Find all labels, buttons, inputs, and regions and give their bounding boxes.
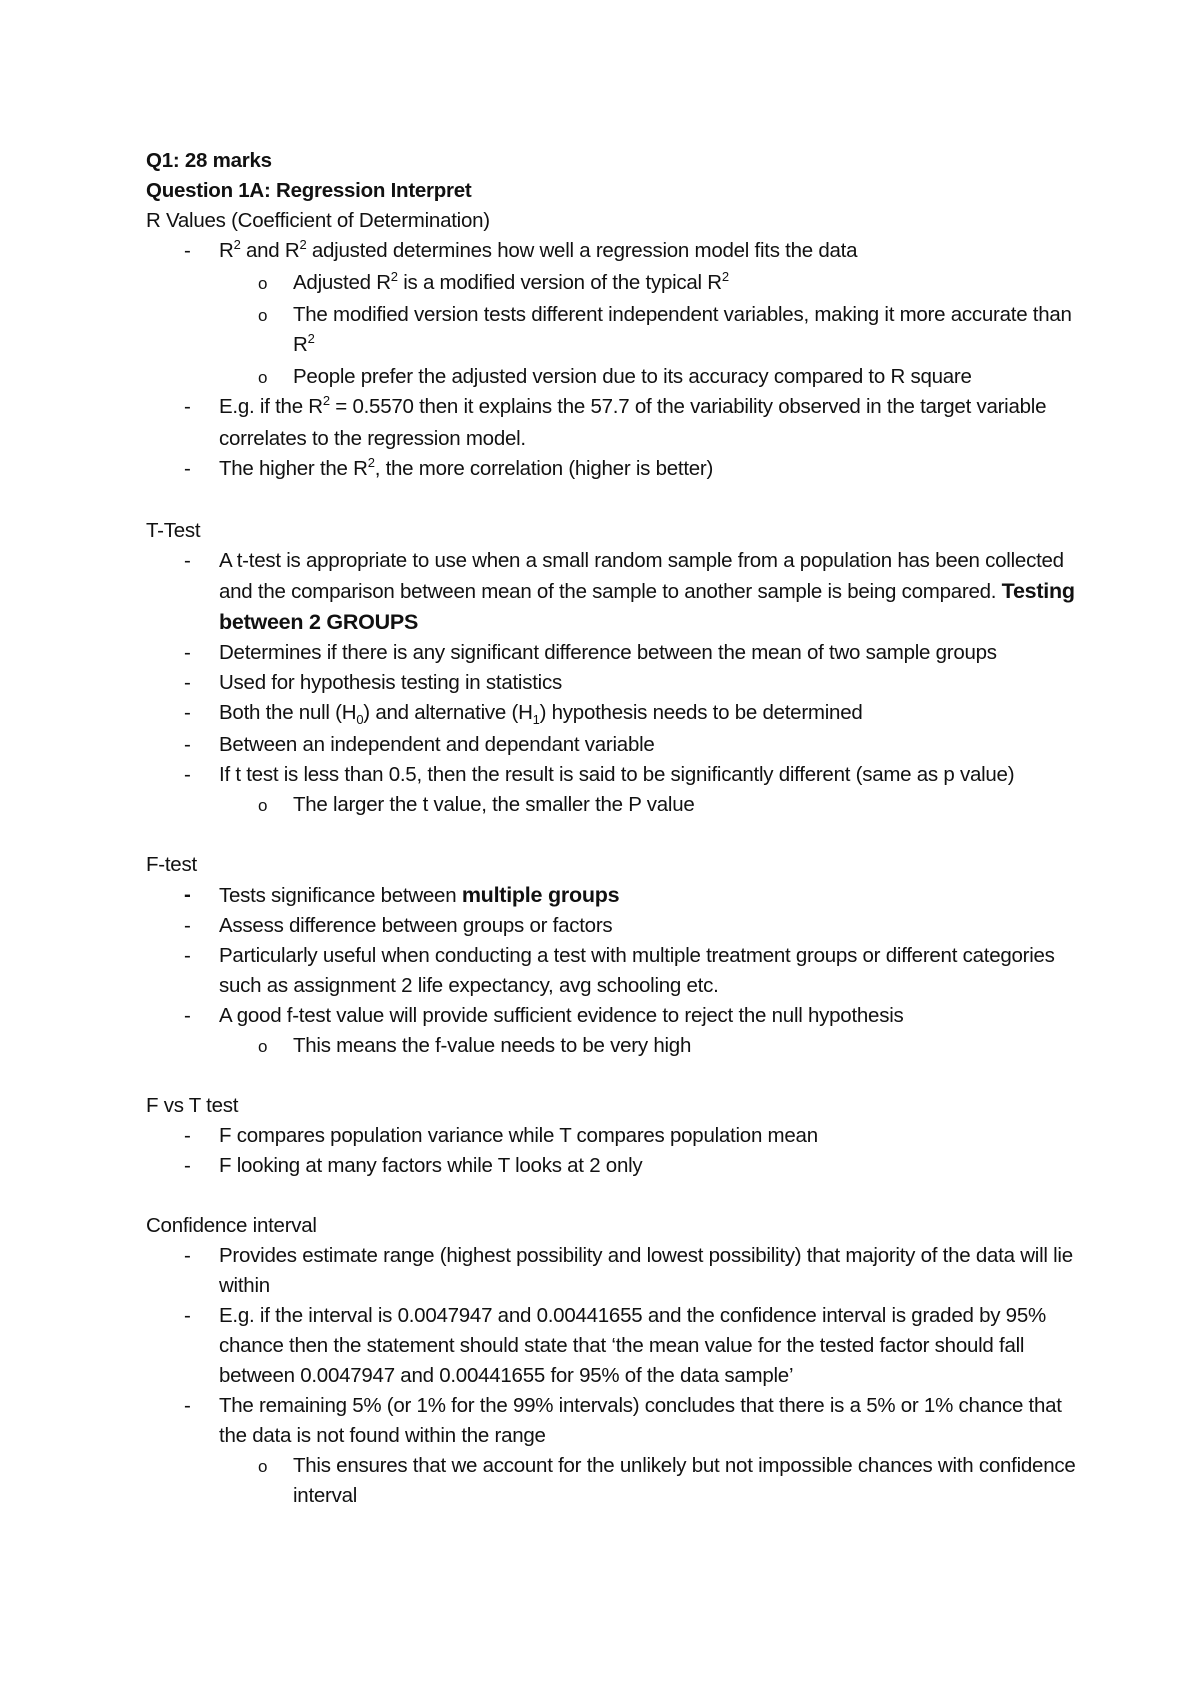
dash-bullet: - [184,1244,191,1267]
blank-line [146,1181,1076,1211]
bullet-text: The larger the t value, the smaller the P value [293,793,695,816]
sub-list-item [146,1031,1076,1061]
sub-list-item [146,300,1076,362]
circle-bullet: o [258,1457,268,1476]
bullet-text: The higher the $R^2$, the more correlation (higher is better) [219,455,714,480]
dash-bullet: - [184,763,191,786]
list-item [146,1121,1076,1151]
bullet-text: F looking at many factors while T looks at 2 only [219,1154,643,1177]
list-item [146,454,1076,486]
bullet-text: E.g. if the interval is 0.0047947 and 0.00441655 and the confidence interval is graded by 95% chance then the statement should state that ‘the mean value for the tested factor should fall between 0.0047947 and 0.00441655 for 95% of the data sample’ [219,1304,1046,1387]
q1-title: Q1: 28 marks [146,149,272,172]
dash-bullet: - [184,944,191,967]
list-item [146,392,1076,454]
dash-bullet: - [184,883,191,906]
circle-bullet: o [258,274,268,293]
bullet-text: The remaining 5% (or 1% for the 99% intervals) concludes that there is a 5% or 1% chance that the data is not found within the range [219,1394,1062,1447]
circle-bullet: o [258,368,268,387]
sub-list-item [146,790,1076,820]
emphasis-text: Testing between 2 GROUPS [219,579,1075,634]
bullet-text: Adjusted $R^2$ is a modified version of the typical $R^2$ [293,269,729,294]
bullet-text: E.g. if the $R^2 = 0.5570$ then it explains the 57.7 of the variability observed in the target variable correlates to the regression model. [219,393,1047,450]
dash-bullet: - [184,457,191,480]
bullet-text: Particularly useful when conducting a test with multiple treatment groups or different categories such as assignment 2 life expectancy, avg schooling etc. [219,944,1055,997]
bullet-text: Both the null $(H_0)$ and alternative $(H_1)$ hypothesis needs to be determined [219,701,863,727]
dash-bullet: - [184,1124,191,1147]
bullet-text: This means the f-value needs to be very high [293,1034,692,1057]
bullet-text: A t-test is appropriate to use when a small random sample from a population has been collected and the comparison between mean of the sample to another sample is being compared. Testing between 2 GROUPS [219,549,1075,634]
dash-bullet: - [184,549,191,572]
list-item [146,941,1076,1001]
circle-bullet: o [258,306,268,325]
list-item [146,730,1076,760]
f-test-heading: F-test [146,853,197,876]
bullet-text: Tests significance between multiple groups [219,883,620,907]
bullet-text: This ensures that we account for the unlikely but not impossible chances with confidence interval [293,1454,1076,1507]
dash-bullet: - [184,395,191,418]
r-values-heading: R Values (Coefficient of Determination) [146,209,490,232]
bullet-text: A good f-test value will provide sufficient evidence to reject the null hypothesis [219,1004,904,1027]
confidence-interval-heading: Confidence interval [146,1214,317,1237]
blank-line [146,486,1076,516]
circle-bullet: o [258,1037,268,1056]
dash-bullet: - [184,1154,191,1177]
q1a-title: Question 1A: Regression Interpret [146,179,472,202]
dash-bullet: - [184,1304,191,1327]
bullet-text: Assess difference between groups or factors [219,914,613,937]
list-item [146,668,1076,698]
bullet-text: Determines if there is any significant difference between the mean of two sample groups [219,641,997,664]
bullet-text: People prefer the adjusted version due to its accuracy compared to R square [293,365,972,388]
list-item [146,1391,1076,1451]
dash-bullet: - [184,914,191,937]
dash-bullet: - [184,701,191,724]
circle-bullet: o [258,796,268,815]
dash-bullet: - [184,733,191,756]
emphasis-text: multiple groups [461,883,620,907]
list-item [146,638,1076,668]
dash-bullet: - [184,1394,191,1417]
list-item [146,236,1076,268]
bullet-text: F compares population variance while T compares population mean [219,1124,818,1147]
dash-bullet: - [184,239,191,262]
f-vs-t-heading: F vs T test [146,1094,239,1117]
list-item [146,880,1076,911]
list-item [146,1151,1076,1181]
sub-list-item [146,1451,1076,1511]
list-item [146,1001,1076,1031]
bullet-text: The modified version tests different independent variables, making it more accurate than $R^2$ [293,303,1072,356]
document-body [146,146,1076,1511]
bullet-text: Used for hypothesis testing in statistics [219,671,562,694]
blank-line [146,820,1076,850]
dash-bullet: - [184,1004,191,1027]
list-item [146,1241,1076,1301]
blank-line [146,1061,1076,1091]
dash-bullet: - [184,641,191,664]
dash-bullet: - [184,671,191,694]
list-item [146,546,1076,638]
t-test-heading: T-Test [146,519,201,542]
list-item [146,1301,1076,1391]
sub-list-item [146,268,1076,300]
bullet-text: $R^2$ and $R^2$ adjusted determines how well a regression model fits the data [219,237,858,262]
bullet-text: Provides estimate range (highest possibility and lowest possibility) that majority of the data will lie within [219,1244,1073,1297]
bullet-text: If t test is less than 0.5, then the result is said to be significantly different (same as p value) [219,763,1015,786]
sub-list-item [146,362,1076,392]
list-item [146,760,1076,790]
bullet-text: Between an independent and dependant variable [219,733,655,756]
list-item [146,698,1076,730]
list-item [146,911,1076,941]
